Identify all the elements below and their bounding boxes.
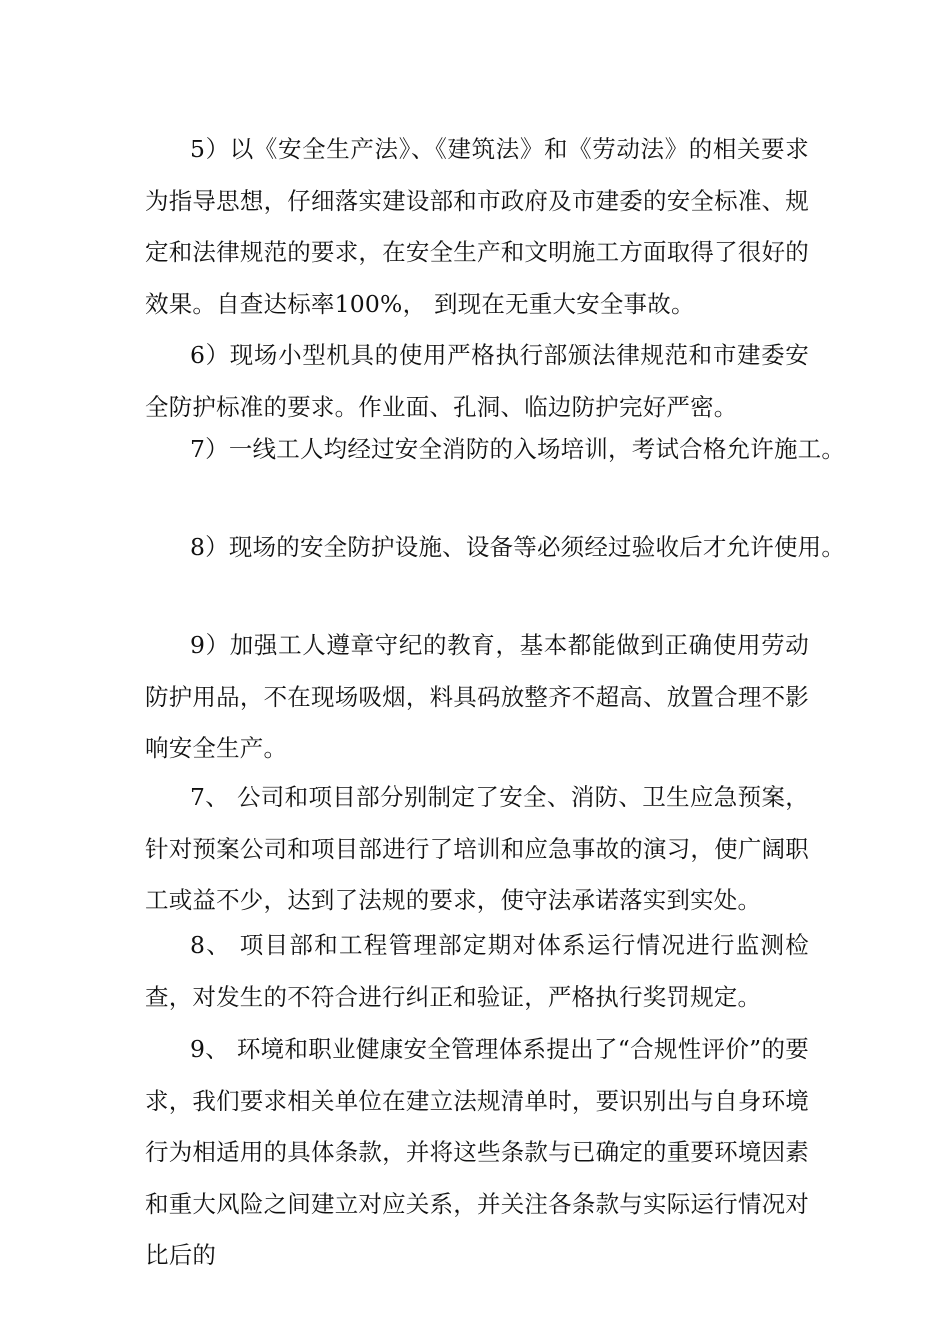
paragraph-item-9: 9）加强工人遵章守纪的教育，基本都能做到正确使用劳动防护用品，不在现场吸烟，料具码放整齐不超高、放置合理不影响安全生产。 — [145, 631, 809, 762]
paragraph-item-7: 7）一线工人均经过安全消防的入场培训，考试合格允许施工。 — [190, 435, 846, 463]
paragraph-item-5: 5）以《安全生产法》、《建筑法》和《劳动法》的相关要求为指导思想，仔细落实建设部和市政府及市建委的安全标准、规定和法律规范的要求，在安全生产和文明施工方面取得了很好的效果。自查达标率100%， 到现在无重大安全事故。 — [145, 135, 809, 318]
paragraph-section-7: 7、 公司和项目部分别制定了安全、消防、卫生应急预案，针对预案公司和项目部进行了培训和应急事故的演习，使广阔职工或益不少，达到了法规的要求，使守法承诺落实到实处。 — [145, 783, 809, 914]
paragraph-item-6: 6）现场小型机具的使用严格执行部颁法律规范和市建委安全防护标准的要求。作业面、孔洞、临边防护完好严密。 — [145, 341, 809, 421]
paragraph-item-8: 8）现场的安全防护设施、设备等必须经过验收后才允许使用。 — [190, 533, 846, 561]
paragraph-section-9: 9、 环境和职业健康安全管理体系提出了“合规性评价”的要求，我们要求相关单位在建立法规清单时，要识别出与自身环境行为相适用的具体条款，并将这些条款与已确定的重要环境因素和重大风险之间建立对应关系，并关注各条款与实际运行情况对比后的 — [145, 1035, 809, 1269]
paragraph-section-8: 8、 项目部和工程管理部定期对体系运行情况进行监测检查，对发生的不符合进行纠正和验证，严格执行奖罚规定。 — [145, 931, 809, 1011]
